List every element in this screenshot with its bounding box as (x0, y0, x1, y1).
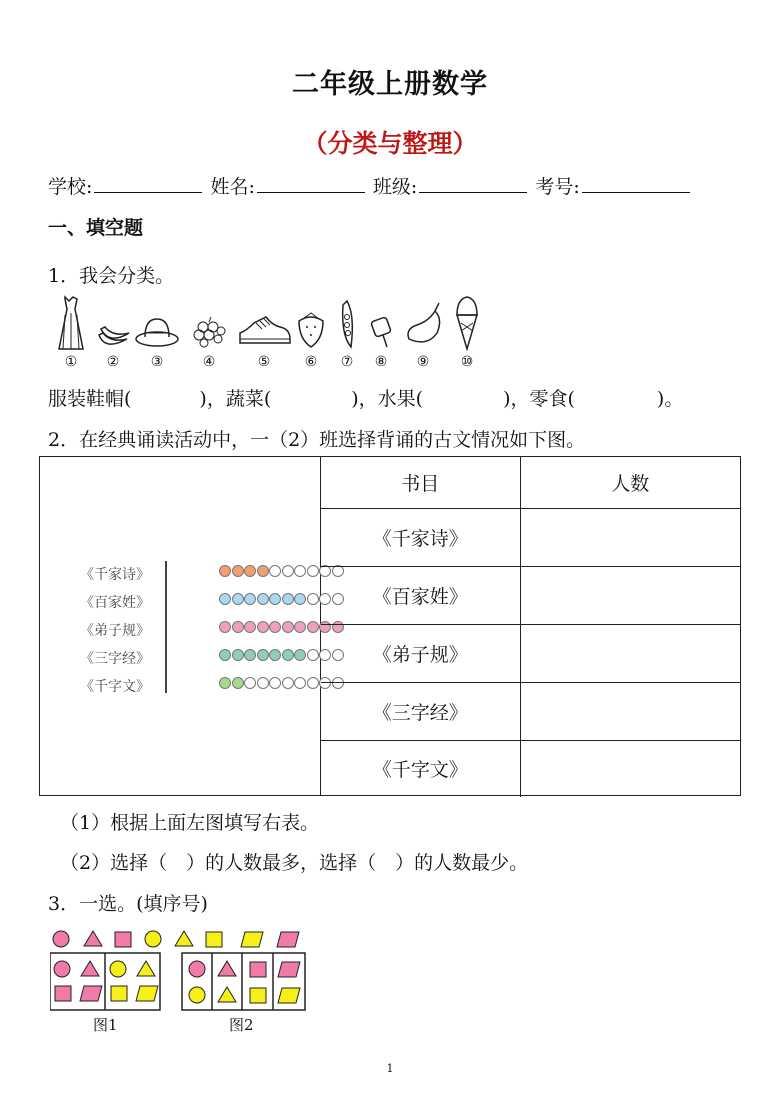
filled-dot (219, 621, 231, 633)
filled-dot (232, 621, 244, 633)
filled-dot (257, 565, 269, 577)
fruit-label: )，水果( (351, 388, 424, 410)
name-label: 姓名: (210, 176, 255, 198)
yellow-triangle-shape (218, 987, 236, 1002)
yellow-circle-shape (189, 987, 205, 1003)
header-count: 人数 (520, 457, 740, 508)
eggplant-icon (403, 295, 443, 351)
closing-label: )。 (656, 388, 684, 410)
empty-dot (269, 677, 281, 689)
header-book: 书目 (321, 457, 520, 508)
item-2 (90, 295, 136, 370)
item-number: ⑨ (416, 354, 430, 370)
figure-1-label: 图1 (93, 1016, 118, 1034)
school-label: 学校: (48, 176, 93, 198)
count-cell[interactable] (520, 508, 740, 566)
empty-dot (294, 565, 306, 577)
item-number: ⑤ (257, 354, 271, 370)
item-1 (48, 295, 94, 370)
page-title: 二年级上册数学 (292, 69, 488, 100)
tally-table (321, 457, 740, 797)
pink-circle-shape (54, 961, 70, 977)
pink-parallelogram-shape (80, 986, 102, 1001)
pink-triangle-shape (84, 931, 102, 946)
item-number: ② (106, 354, 120, 370)
count-cell[interactable] (520, 566, 740, 624)
yellow-parallelogram-shape (278, 988, 300, 1003)
count-cell[interactable] (520, 740, 740, 797)
school-blank[interactable] (94, 175, 202, 193)
filled-dot (257, 593, 269, 605)
snack-label: )，零食( (503, 388, 575, 410)
empty-dot (257, 677, 269, 689)
empty-dot (307, 677, 319, 689)
dress-icon (53, 295, 89, 351)
empty-dot (294, 677, 306, 689)
grapes-icon (191, 295, 227, 351)
count-cell[interactable] (520, 624, 740, 682)
filled-dot (232, 593, 244, 605)
item-pictures (48, 295, 498, 370)
yellow-square-shape (206, 932, 222, 947)
row-book: 《千字文》 (321, 740, 520, 797)
popsicle-icon (363, 295, 399, 351)
classification-answer-line (48, 384, 683, 411)
pink-triangle-shape (81, 961, 99, 976)
item-number: ⑩ (460, 354, 474, 370)
filled-dot (232, 565, 244, 577)
yellow-parallelogram-shape (241, 932, 263, 947)
item-number: ⑥ (304, 354, 318, 370)
filled-dot (307, 621, 319, 633)
row-book: 《百家姓》 (321, 566, 520, 624)
page-subtitle: （分类与整理） (302, 129, 478, 158)
row-book: 《千家诗》 (321, 508, 520, 566)
yellow-triangle-shape (175, 931, 193, 946)
pink-square-shape (55, 986, 71, 1001)
item-9 (400, 295, 446, 370)
ice-cream-icon (449, 295, 485, 351)
item-3 (134, 295, 180, 370)
filled-dot (219, 593, 231, 605)
vegetable-label: )，蔬菜( (199, 388, 272, 410)
question-3-prompt: 3．一选。(填序号) (48, 893, 208, 915)
empty-dot (282, 565, 294, 577)
filled-dot (219, 677, 231, 689)
clothing-label: 服装鞋帽( (48, 388, 132, 410)
item-number: ① (64, 354, 78, 370)
question-2-sub-2: （2）选择（ ）的人数最多，选择（ ）的人数最少。 (60, 852, 529, 874)
empty-dot (244, 677, 256, 689)
filled-dot (257, 649, 269, 661)
pictograph-book-label: 《千字文》 (80, 679, 150, 695)
item-number: ④ (202, 354, 216, 370)
item-10 (444, 295, 490, 370)
pink-triangle-shape (218, 961, 236, 976)
filled-dot (269, 621, 281, 633)
reading-survey-figure (39, 456, 741, 796)
class-label: 班级: (372, 176, 418, 198)
pink-square-shape (115, 932, 131, 947)
row-book: 《弟子规》 (321, 624, 520, 682)
item-8 (358, 295, 404, 370)
empty-dot (269, 565, 281, 577)
filled-dot (282, 621, 294, 633)
filled-dot (219, 649, 231, 661)
filled-dot (269, 649, 281, 661)
pink-circle-shape (189, 961, 205, 977)
row-book: 《三字经》 (321, 682, 520, 740)
item-number: ⑧ (374, 354, 388, 370)
pictograph-book-label: 《弟子规》 (80, 623, 150, 639)
pink-square-shape (250, 962, 266, 977)
item-4 (186, 295, 232, 370)
filled-dot (282, 649, 294, 661)
item-number: ⑦ (340, 354, 354, 370)
hat-icon (134, 295, 180, 351)
empty-dot (307, 593, 319, 605)
student-info-line (48, 172, 692, 199)
pictograph-book-label: 《千家诗》 (80, 567, 150, 583)
filled-dot (294, 649, 306, 661)
pictograph-divider (165, 561, 167, 693)
filled-dot (232, 677, 244, 689)
pictograph-book-label: 《三字经》 (80, 651, 150, 667)
filled-dot (294, 621, 306, 633)
section-heading: 一、填空题 (48, 217, 144, 239)
filled-dot (232, 649, 244, 661)
banana-icon (95, 295, 131, 351)
yellow-triangle-shape (137, 961, 155, 976)
yellow-parallelogram-shape (136, 986, 158, 1001)
question-2-prompt: 2．在经典诵读活动中，一（2）班选择背诵的古文情况如下图。 (48, 429, 586, 451)
item-5 (234, 295, 294, 370)
pink-parallelogram-shape (278, 962, 300, 977)
pink-parallelogram-shape (277, 932, 299, 947)
filled-dot (269, 593, 281, 605)
pictograph-panel (40, 457, 321, 795)
item-number: ③ (150, 354, 164, 370)
shape-sorting-figures (50, 926, 310, 1012)
yellow-square-shape (250, 988, 266, 1003)
empty-dot (282, 677, 294, 689)
yellow-circle-shape (145, 931, 161, 947)
filled-dot (244, 621, 256, 633)
yellow-circle-shape (110, 961, 126, 977)
pink-circle-shape (53, 931, 69, 947)
filled-dot (257, 621, 269, 633)
name-blank[interactable] (257, 175, 365, 193)
filled-dot (244, 649, 256, 661)
empty-dot (307, 565, 319, 577)
shoe-icon (236, 295, 292, 351)
pictograph-book-label: 《百家姓》 (80, 595, 150, 611)
empty-dot (307, 649, 319, 661)
filled-dot (282, 593, 294, 605)
filled-dot (219, 565, 231, 577)
question-2-sub-1: （1）根据上面左图填写右表。 (60, 812, 320, 834)
count-cell[interactable] (520, 682, 740, 740)
figure-2-label: 图2 (229, 1016, 254, 1034)
question-1-prompt: 1．我会分类。 (48, 265, 175, 287)
filled-dot (244, 565, 256, 577)
yellow-square-shape (111, 986, 127, 1001)
number-blank[interactable] (582, 175, 690, 193)
number-label: 考号: (535, 176, 580, 198)
class-blank[interactable] (419, 175, 527, 193)
page-number: 1 (386, 1062, 394, 1075)
filled-dot (244, 593, 256, 605)
filled-dot (294, 593, 306, 605)
